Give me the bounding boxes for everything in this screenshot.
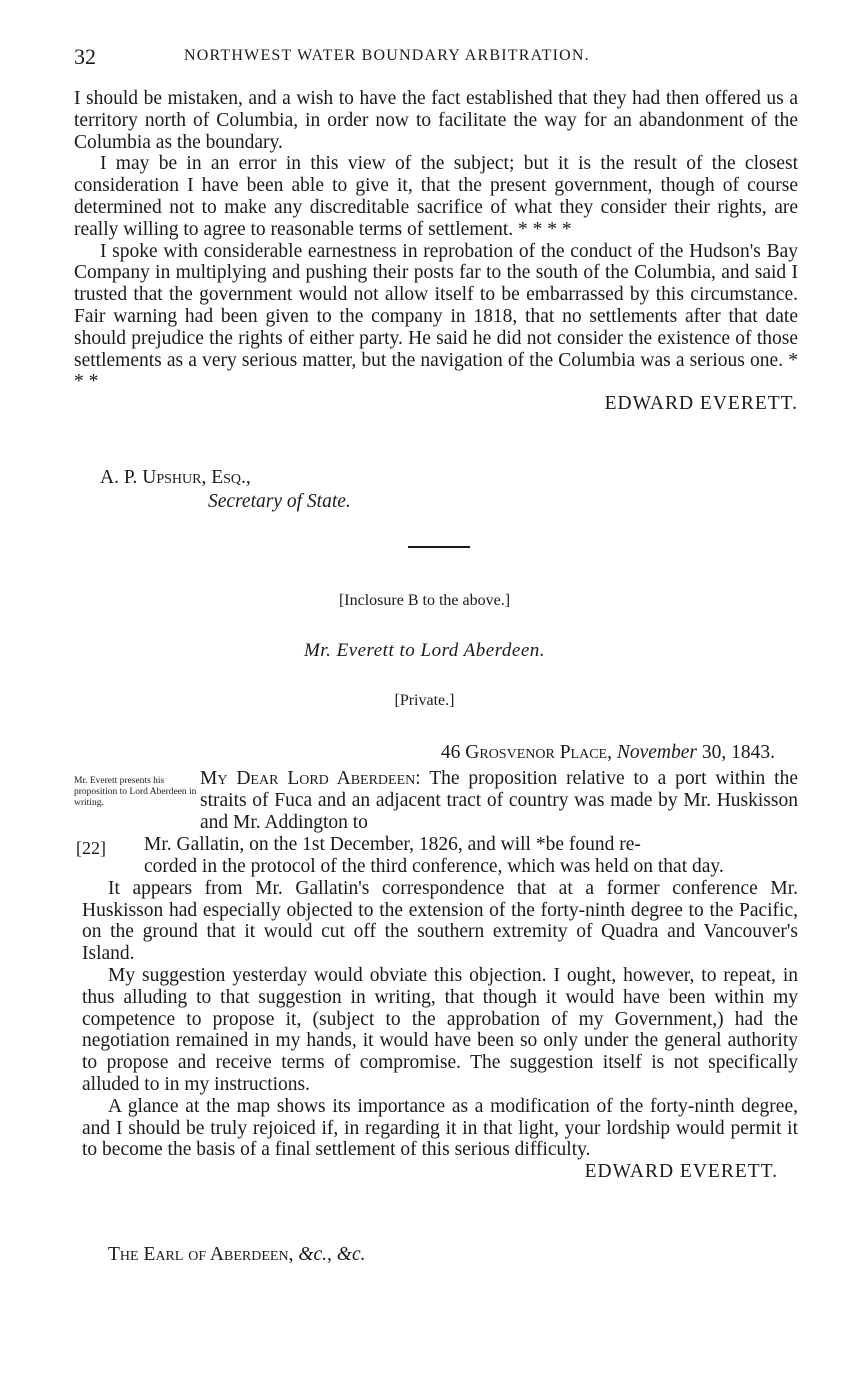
opening-paragraph [200,768,798,833]
signature: EDWARD EVERETT. [604,393,798,415]
top-letter-body [74,88,798,415]
paragraph: I spoke with considerable earnestness in reprobation of the conduct of the Hudson's Bay Company in multiplying and pushing their posts far to the south of the Columbia, and said I trusted that the government would not allow itself to be embarrassed by this circumstance. Fair warning had been given to the company in 1818, that no settlements after that date should prejudice the rights of either party. He said he did not consider the existence of those settlements as a very serious matter, but the navigation of the Columbia was a serious one. * * * [74,240,798,393]
letter-opening [200,768,798,833]
paragraph: A glance at the map shows its importance as a modification of the forty-ninth degree, and I should be truly rejoiced if, in regarding it in that light, your lordship would permit it to become the basis of a final settlement of this serious difficulty. [82,1095,798,1161]
letter-body [82,856,798,1183]
paragraph: I may be in an error in this view of the subject; but it is the result of the closest consideration I have been able to give it, that the present government, though of course determined not to make any discreditable sacrifice of what they consider their rights, are really willing to agree to reasonable terms of settlement. * * * * [74,153,798,240]
letter-line-numbered [144,834,798,856]
margin-note: Mr. Everett presents his proposition to Lord Aberdeen in writing. [74,776,197,808]
closing-etc: &c., &c. [298,1244,366,1265]
addressee-title: Secretary of State. [208,491,351,512]
signature: EDWARD EVERETT. [584,1161,778,1183]
paragraph: My suggestion yesterday would obviate this objection. I ought, however, to repeat, in thus alluding to that suggestion in writing, that though it would have been within my competence to propose it, (subject to the approbation of my Government,) had the negotiation remained in my hands, it would have been so only under the general authority to propose and receive terms of compromise. The suggestion itself is not specifically alluded to in my instructions. [82,964,798,1095]
salutation: My Dear Lord Aberdeen: [200,768,421,789]
page-number: 32 [74,44,96,69]
opening-text: The proposition relative to a port within the straits of Fuca and an adjacent tract of country was made by Mr. Huskisson and Mr. Addington to [200,768,798,833]
page-header [74,44,804,72]
enclosure-label: [Inclosure B to the above.] [338,592,511,609]
running-head: NORTHWEST WATER BOUNDARY ARBITRATION. [184,47,590,64]
paragraph-continued: I should be mistaken, and a wish to have the fact established that they had then offered us a territory north of Columbia, in order now to facilitate the way for an abandonment of the Columbia as the boundary. [74,88,798,153]
dateline-month: November [616,742,697,763]
dateline [441,742,775,764]
dateline-day-year: 30, 1843. [701,742,775,763]
paragraph-line: Mr. Gallatin, on the 1st December, 1826, and will *be found re- [144,834,641,855]
section-divider [408,546,470,548]
marginal-page-reference: [22] [76,838,106,858]
private-label: [Private.] [394,692,455,709]
dateline-place: 46 Grosvenor Place, [440,742,612,763]
addressee-block [100,466,351,514]
closing-name: The Earl of Aberdeen, [108,1244,294,1265]
paragraph: It appears from Mr. Gallatin's correspondence that at a former conference Mr. Huskisson had especially objected to the extension of the forty-ninth degree to the Pacific, on the ground that it would cut off the southern extremity of Quadra and Vancouver's Island. [82,877,798,965]
closing-addressee [108,1244,365,1266]
letter-subject: Mr. Everett to Lord Aberdeen. [303,640,546,661]
addressee-name: A. P. Upshur, Esq., [100,467,251,488]
paragraph-line: corded in the protocol of the third conference, which was held on that day. [144,856,724,877]
